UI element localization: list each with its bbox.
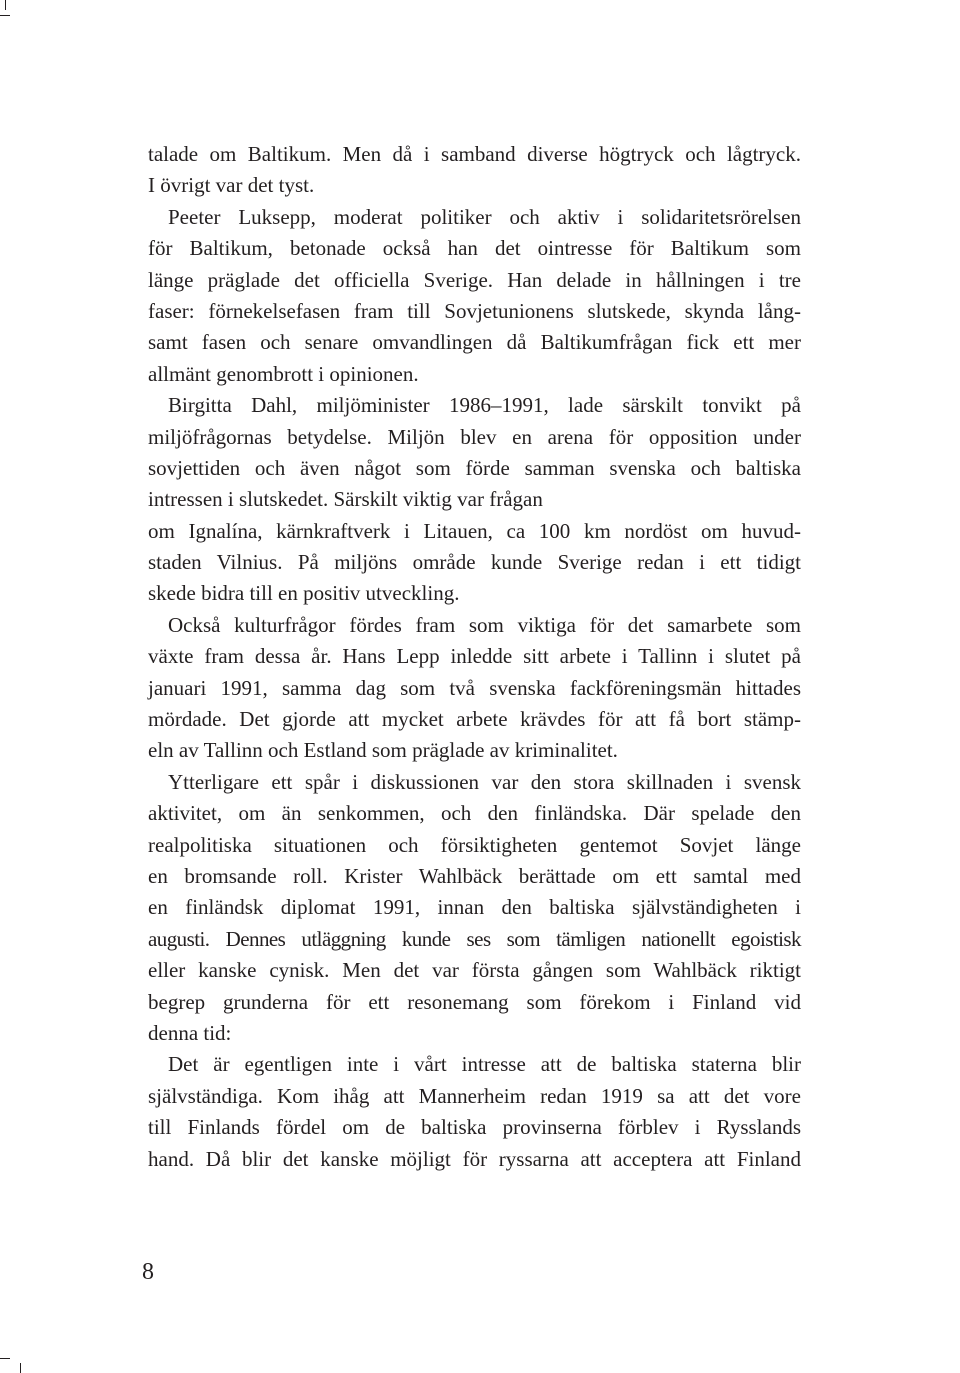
text-line: staden Vilnius. På miljöns område kunde Sverige redan i ett tidigt — [148, 550, 801, 575]
text-line: till Finlands fördel om de baltiska provinserna förblev i Rysslands — [148, 1115, 801, 1140]
crop-mark-left-lower — [0, 1358, 10, 1359]
text-line: eln av Tallinn och Estland som präglade av kriminalitet. — [148, 738, 618, 763]
text-line: en finländsk diplomat 1991, innan den baltiska självständigheten i — [148, 895, 801, 920]
text-line: hand. Då blir det kanske möjligt för ryssarna att acceptera att Finland — [148, 1146, 801, 1171]
text-line: miljöfrågornas betydelse. Miljön blev en arena för opposition under — [148, 424, 801, 449]
text-line: om Ignalína, kärnkraftverk i Litauen, ca 100 km nordöst om huvud- — [148, 518, 801, 543]
text-line: faser: förnekelsefasen fram till Sovjetunionens slutskede, skynda lång- — [148, 298, 801, 323]
text-line: självständiga. Kom ihåg att Mannerheim redan 1919 sa att det vore — [148, 1083, 801, 1108]
text-line: Också kulturfrågor fördes fram som viktiga för det samarbete som — [168, 612, 801, 637]
text-line: talade om Baltikum. Men då i samband diverse högtryck och lågtryck. — [148, 142, 801, 166]
crop-mark-bottom-left — [20, 1363, 21, 1373]
text-line: mördade. Det gjorde att mycket arbete krävdes för att få bort stämp- — [148, 707, 801, 732]
text-line: Det är egentligen inte i vårt intresse att de baltiska staterna blir — [168, 1052, 801, 1077]
text-line: Birgitta Dahl, miljöminister 1986–1991, lade särskilt tonvikt på — [168, 393, 801, 418]
text-line: intressen i slutskedet. Särskilt viktig var frågan — [148, 487, 543, 512]
paragraph — [148, 767, 801, 1050]
paragraph — [148, 610, 801, 767]
text-line: I övrigt var det tyst. — [148, 173, 315, 198]
text-line: begrep grunderna för ett resonemang som förekom i Finland vid — [148, 989, 801, 1014]
text-line: länge präglade det officiella Sverige. Han delade in hållningen i tre — [148, 267, 801, 292]
text-line: en bromsande roll. Krister Wahlbäck berättade om ett samtal med — [148, 863, 801, 888]
text-line: denna tid: — [148, 1020, 232, 1045]
crop-mark-top-left — [5, 0, 6, 10]
text-line: för Baltikum, betonade också han det ointresse för Baltikum som — [148, 236, 801, 261]
text-line: realpolitiska situationen och försiktigheten gentemot Sovjet länge — [148, 832, 801, 857]
paragraph — [148, 139, 801, 202]
crop-mark-left-upper — [0, 15, 10, 16]
text-line: skede bidra till en positiv utveckling. — [148, 581, 460, 606]
text-line: samt fasen och senare omvandlingen då Baltikumfrågan fick ett mer — [148, 330, 801, 355]
quote — [148, 1049, 801, 1175]
text-line: växte fram dessa år. Hans Lepp inledde sitt arbete i Tallinn i slutet på — [148, 644, 801, 669]
text-line: aktivitet, om än senkommen, och den finländska. Där spelade den — [148, 801, 801, 826]
text-line: januari 1991, samma dag som två svenska fackföreningsmän hittades — [148, 675, 801, 700]
page-number: 8 — [142, 1259, 154, 1285]
text-line: eller kanske cynisk. Men det var första gången som Wahlbäck riktigt — [148, 958, 801, 983]
paragraph — [148, 390, 801, 610]
body-text — [148, 139, 801, 1175]
paragraph — [148, 202, 801, 390]
text-line: sovjettiden och även något som förde samman svenska och baltiska — [148, 455, 801, 480]
text-line: Ytterligare ett spår i diskussionen var den stora skillnaden i svensk — [168, 769, 801, 794]
text-line: allmänt genombrott i opinionen. — [148, 361, 419, 386]
text-line: Peeter Luksepp, moderat politiker och aktiv i solidaritetsrörelsen — [168, 204, 801, 229]
text-line: augusti. Dennes utläggning kunde ses som tämligen nationellt egoistisk — [148, 926, 801, 951]
